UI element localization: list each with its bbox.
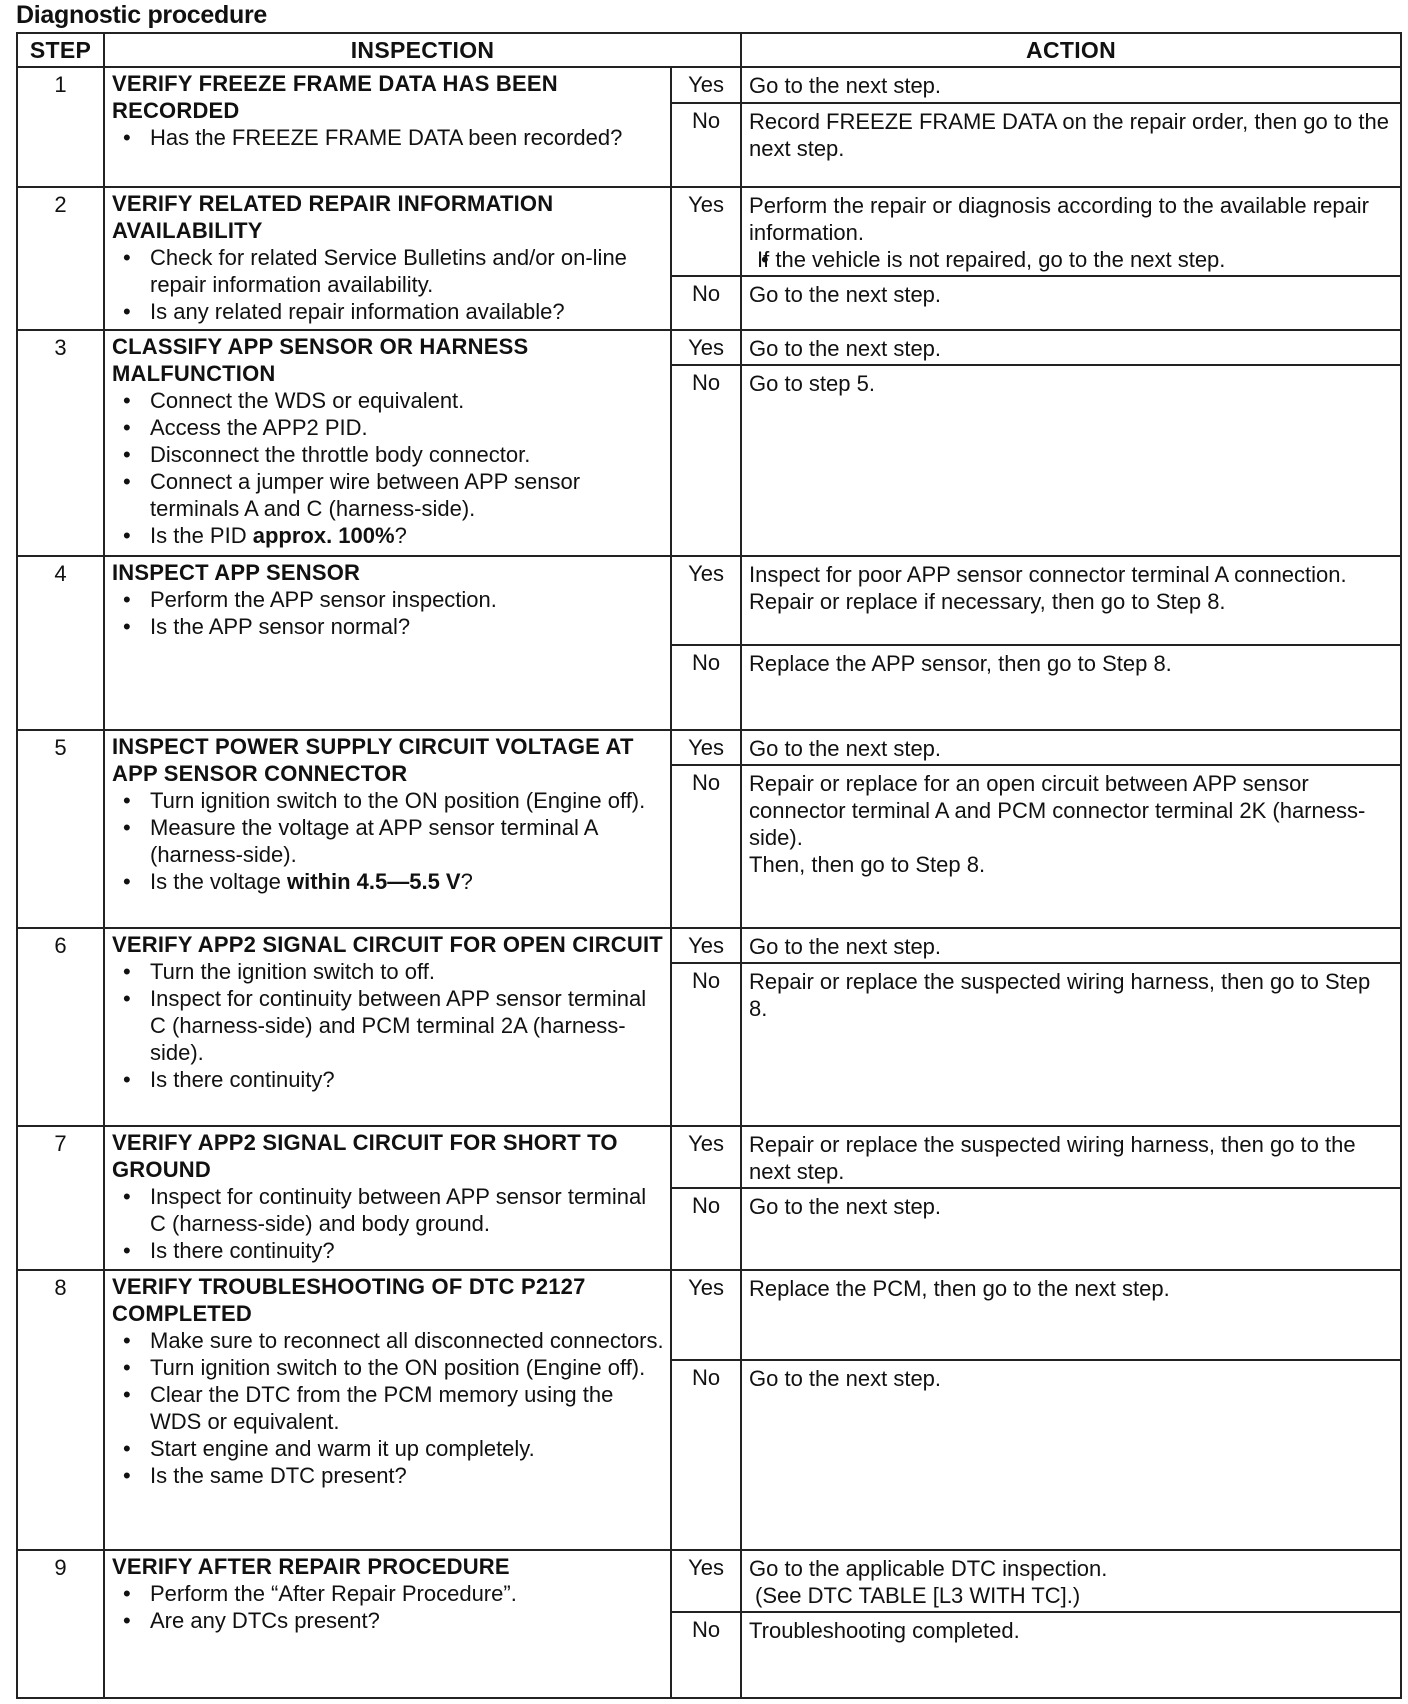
question-suffix: ? bbox=[460, 869, 473, 894]
inspection-list bbox=[112, 124, 664, 151]
inspection-list bbox=[112, 586, 664, 640]
table-row bbox=[17, 1550, 1401, 1612]
yes-label: Yes bbox=[671, 330, 741, 365]
question-suffix: ? bbox=[394, 523, 407, 548]
list-item: • Is any related repair information available? bbox=[112, 298, 664, 325]
step-heading: VERIFY RELATED REPAIR INFORMATION AVAILABILITY bbox=[112, 191, 554, 243]
step-heading: CLASSIFY APP SENSOR OR HARNESS MALFUNCTION bbox=[112, 334, 529, 386]
step-number: 9 bbox=[17, 1550, 104, 1698]
header-row bbox=[17, 33, 1401, 67]
inspection-list bbox=[112, 1327, 664, 1489]
yes-action: Go to the next step. bbox=[741, 730, 1401, 765]
yes-action-reference: (See DTC TABLE [L3 WITH TC].) bbox=[755, 1583, 1081, 1608]
list-item: • Access the APP2 PID. bbox=[112, 414, 664, 441]
question-text: Is the voltage bbox=[150, 869, 287, 894]
action-list bbox=[749, 246, 1394, 273]
no-label: No bbox=[671, 103, 741, 187]
list-item: • Turn ignition switch to the ON position (Engine off). bbox=[112, 787, 664, 814]
yes-action-cell bbox=[741, 1550, 1401, 1612]
step-heading: INSPECT APP SENSOR bbox=[112, 560, 361, 585]
no-action: Go to the next step. bbox=[741, 1360, 1401, 1550]
yes-label: Yes bbox=[671, 928, 741, 963]
list-item: • Inspect for continuity between APP sensor terminal C (harness-side) and PCM terminal 2A (harness-side). bbox=[112, 985, 664, 1066]
inspection-cell bbox=[104, 1270, 671, 1550]
inspection-cell bbox=[104, 730, 671, 928]
step-number: 5 bbox=[17, 730, 104, 928]
no-action: Go to the next step. bbox=[741, 1188, 1401, 1270]
step-number: 2 bbox=[17, 187, 104, 330]
question-text: Is the PID bbox=[150, 523, 253, 548]
no-action: Go to step 5. bbox=[741, 365, 1401, 556]
yes-label: Yes bbox=[671, 1550, 741, 1612]
list-item: • Perform the “After Repair Procedure”. bbox=[112, 1580, 664, 1607]
step-number: 6 bbox=[17, 928, 104, 1126]
inspection-cell bbox=[104, 556, 671, 730]
step-number: 8 bbox=[17, 1270, 104, 1550]
table-row bbox=[17, 928, 1401, 963]
yes-action: Repair or replace the suspected wiring harness, then go to the next step. bbox=[741, 1126, 1401, 1188]
list-item: • Turn ignition switch to the ON position (Engine off). bbox=[112, 1354, 664, 1381]
yes-label: Yes bbox=[671, 730, 741, 765]
no-label: No bbox=[671, 645, 741, 730]
inspection-list bbox=[112, 244, 664, 325]
yes-action: Go to the next step. bbox=[741, 67, 1401, 103]
step-heading: VERIFY TROUBLESHOOTING OF DTC P2127 COMPLETED bbox=[112, 1274, 586, 1326]
step-heading: VERIFY APP2 SIGNAL CIRCUIT FOR SHORT TO GROUND bbox=[112, 1130, 618, 1182]
inspection-cell bbox=[104, 187, 671, 330]
no-action: Troubleshooting completed. bbox=[741, 1612, 1401, 1698]
question-criterion: approx. 100% bbox=[252, 523, 395, 548]
list-item: • Connect a jumper wire between APP sensor terminals A and C (harness-side). bbox=[112, 468, 664, 522]
table-row bbox=[17, 187, 1401, 276]
step-number: 7 bbox=[17, 1126, 104, 1270]
step-number: 1 bbox=[17, 67, 104, 187]
list-item: • Are any DTCs present? bbox=[112, 1607, 664, 1634]
no-action: Repair or replace the suspected wiring harness, then go to Step 8. bbox=[741, 963, 1401, 1126]
list-item: • Connect the WDS or equivalent. bbox=[112, 387, 664, 414]
no-action: Replace the APP sensor, then go to Step 8. bbox=[741, 645, 1401, 730]
inspection-list bbox=[112, 1580, 664, 1634]
no-action: Go to the next step. bbox=[741, 276, 1401, 330]
no-label: No bbox=[671, 963, 741, 1126]
list-item: • Inspect for continuity between APP sensor terminal C (harness-side) and body ground. bbox=[112, 1183, 664, 1237]
yes-action: Perform the repair or diagnosis according to the available repair information. bbox=[749, 193, 1370, 245]
yes-action: Replace the PCM, then go to the next step. bbox=[741, 1270, 1401, 1360]
step-column-header: STEP bbox=[17, 33, 104, 67]
no-action: Record FREEZE FRAME DATA on the repair order, then go to the next step. bbox=[741, 103, 1401, 187]
no-label: No bbox=[671, 276, 741, 330]
list-item: • Check for related Service Bulletins and/or on-line repair information availability. bbox=[112, 244, 664, 298]
list-item: • Measure the voltage at APP sensor terminal A (harness-side). bbox=[112, 814, 664, 868]
diagnostic-procedure-table bbox=[16, 32, 1402, 1699]
table-row bbox=[17, 67, 1401, 103]
list-item: • Turn the ignition switch to off. bbox=[112, 958, 664, 985]
list-item: • Clear the DTC from the PCM memory using the WDS or equivalent. bbox=[112, 1381, 664, 1435]
inspection-cell bbox=[104, 67, 671, 187]
inspection-list bbox=[112, 387, 664, 549]
list-item: • If the vehicle is not repaired, go to the next step. bbox=[749, 246, 1394, 273]
yes-action: Inspect for poor APP sensor connector terminal A connection. Repair or replace if necessary, then go to Step 8. bbox=[741, 556, 1401, 645]
no-action-cell bbox=[741, 765, 1401, 928]
list-item: • Perform the APP sensor inspection. bbox=[112, 586, 664, 613]
yes-action-cell bbox=[741, 187, 1401, 276]
list-item bbox=[112, 522, 664, 549]
yes-label: Yes bbox=[671, 556, 741, 645]
list-item: • Has the FREEZE FRAME DATA been recorded? bbox=[112, 124, 664, 151]
yes-label: Yes bbox=[671, 1126, 741, 1188]
list-item: • Start engine and warm it up completely. bbox=[112, 1435, 664, 1462]
inspection-cell bbox=[104, 1550, 671, 1698]
no-label: No bbox=[671, 765, 741, 928]
action-column-header: ACTION bbox=[741, 33, 1401, 67]
step-number: 4 bbox=[17, 556, 104, 730]
inspection-cell bbox=[104, 1126, 671, 1270]
table-row bbox=[17, 1270, 1401, 1360]
yes-action: Go to the next step. bbox=[741, 330, 1401, 365]
list-item: • Make sure to reconnect all disconnected connectors. bbox=[112, 1327, 664, 1354]
list-item: • Disconnect the throttle body connector. bbox=[112, 441, 664, 468]
list-item: • Is the APP sensor normal? bbox=[112, 613, 664, 640]
inspection-cell bbox=[104, 330, 671, 556]
no-label: No bbox=[671, 1360, 741, 1550]
table-row bbox=[17, 730, 1401, 765]
yes-action: Go to the applicable DTC inspection. bbox=[749, 1556, 1108, 1581]
inspection-list bbox=[112, 958, 664, 1093]
page-title: Diagnostic procedure bbox=[16, 1, 267, 29]
yes-label: Yes bbox=[671, 187, 741, 276]
yes-label: Yes bbox=[671, 67, 741, 103]
table-row bbox=[17, 1126, 1401, 1188]
no-label: No bbox=[671, 365, 741, 556]
no-label: No bbox=[671, 1612, 741, 1698]
no-action-followup: Then, then go to Step 8. bbox=[749, 852, 986, 877]
no-action: Repair or replace for an open circuit between APP sensor connector terminal A and PCM connector terminal 2K (harness-side). bbox=[749, 771, 1366, 850]
yes-label: Yes bbox=[671, 1270, 741, 1360]
question-criterion: within 4.5—5.5 V bbox=[286, 869, 461, 894]
step-number: 3 bbox=[17, 330, 104, 556]
inspection-list bbox=[112, 1183, 664, 1264]
table-row bbox=[17, 556, 1401, 645]
step-heading: VERIFY APP2 SIGNAL CIRCUIT FOR OPEN CIRCUIT bbox=[112, 932, 663, 957]
inspection-column-header: INSPECTION bbox=[104, 33, 741, 67]
table-row bbox=[17, 330, 1401, 365]
list-item: • Is there continuity? bbox=[112, 1237, 664, 1264]
list-item: • Is the same DTC present? bbox=[112, 1462, 664, 1489]
list-item: • Is there continuity? bbox=[112, 1066, 664, 1093]
inspection-list bbox=[112, 787, 664, 895]
step-heading: INSPECT POWER SUPPLY CIRCUIT VOLTAGE AT APP SENSOR CONNECTOR bbox=[112, 734, 634, 786]
no-label: No bbox=[671, 1188, 741, 1270]
list-item bbox=[112, 868, 664, 895]
inspection-cell bbox=[104, 928, 671, 1126]
step-heading: VERIFY FREEZE FRAME DATA HAS BEEN RECORDED bbox=[112, 71, 558, 123]
yes-action: Go to the next step. bbox=[741, 928, 1401, 963]
step-heading: VERIFY AFTER REPAIR PROCEDURE bbox=[112, 1554, 510, 1579]
